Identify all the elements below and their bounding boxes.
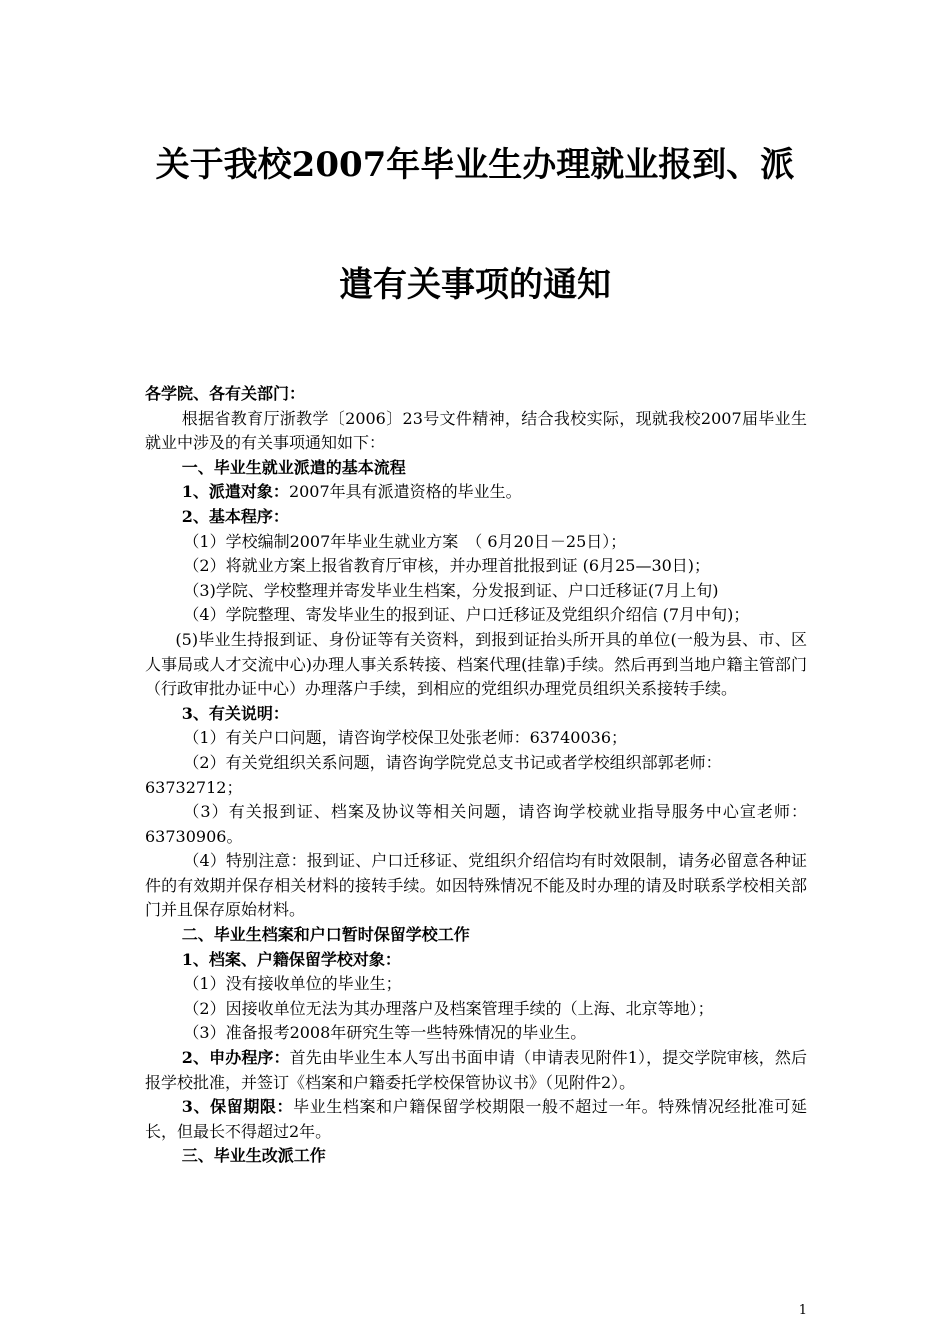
note-1: （1）有关户口问题，请咨询学校保卫处张老师：63740036； <box>183 728 628 748</box>
step-1: （1）学校编制2007年毕业生就业方案 （ 6月20日－25日）； <box>183 531 627 551</box>
target-2: （2）因接收单位无法为其办理落户及档案管理手续的（上海、北京等地）； <box>183 998 714 1018</box>
step-4: （4）学院整理、寄发毕业生的报到证、户口迁移证及党组织介绍信 (7月中旬)； <box>183 605 750 625</box>
item-label: 2、申办程序： <box>181 1048 290 1068</box>
page-number: 1 <box>798 1303 807 1318</box>
salutation: 各学院、各有关部门： <box>145 384 306 403</box>
note-3: （3）有关报到证、档案及协议等相关问题，请咨询学校就业指导服务中心宣老师：63730906。 <box>145 802 807 846</box>
step-2: （2）将就业方案上报省教育厅审核，并办理首批报到证 (6月25—30日)； <box>183 556 711 576</box>
note-4: （4）特别注意：报到证、户口迁移证、党组织介绍信均有时效限制，请务必留意各种证件的有效期并保存相关材料的接转手续。如因特殊情况不能及时办理的请及时联系学校相关部门并且保存原始材料。 <box>145 851 807 920</box>
item-text: 2007年具有派遣资格的毕业生。 <box>288 482 522 502</box>
document-title-line-2: 遣有关事项的通知 <box>339 265 611 305</box>
section-2-item-3 <box>145 1095 807 1144</box>
section-1-item-2-label: 2、基本程序： <box>181 506 289 526</box>
document-title-line-1: 关于我校2007年毕业生办理就业报到、派 <box>155 145 795 185</box>
section-3-heading: 三、毕业生改派工作 <box>181 1146 326 1166</box>
target-1: （1）没有接收单位的毕业生； <box>183 974 402 994</box>
target-3: （3）准备报考2008年研究生等一些特殊情况的毕业生。 <box>183 1023 587 1043</box>
section-2-item-2 <box>145 1046 807 1095</box>
intro-paragraph: 根据省教育厅浙教学〔2006〕23号文件精神，结合我校实际，现就我校2007届毕业生就业中涉及的有关事项通知如下： <box>145 408 807 453</box>
document-body <box>145 382 807 1169</box>
section-2-heading: 二、毕业生档案和户口暂时保留学校工作 <box>181 925 470 945</box>
item-label: 1、派遣对象： <box>181 482 289 502</box>
step-5: (5)毕业生持报到证、身份证等有关资料，到报到证抬头所开具的单位(一般为县、市、区人事局或人才交流中心)办理人事关系转接、档案代理(挂靠)手续。然后再到当地户籍主管部门（行政审批办证中心）办理落户手续，到相应的党组织办理党员组织关系接转手续。 <box>145 629 807 699</box>
item-text: 毕业生档案和户籍保留学校期限一般不超过一年。特殊情况经批准可延长，但最长不得超过2年。 <box>145 1097 807 1141</box>
section-2-item-1-label: 1、档案、户籍保留学校对象： <box>181 949 401 969</box>
section-1-item-3-label: 3、有关说明： <box>181 703 289 723</box>
item-text: 首先由毕业生本人写出书面申请（申请表见附件1），提交学院审核，然后报学校批准，并签订《档案和户籍委托学校保管协议书》（见附件2）。 <box>145 1048 808 1092</box>
item-label: 3、保留期限： <box>181 1097 294 1117</box>
note-2: （2）有关党组织关系问题，请咨询学院党总支书记或者学校组织部郭老师：63732712； <box>145 752 722 797</box>
section-1-item-1 <box>145 480 807 505</box>
step-3: （3)学院、学校整理并寄发毕业生档案，分发报到证、户口迁移证(7月上旬) <box>183 580 719 600</box>
section-1-heading: 一、毕业生就业派遣的基本流程 <box>181 457 406 477</box>
